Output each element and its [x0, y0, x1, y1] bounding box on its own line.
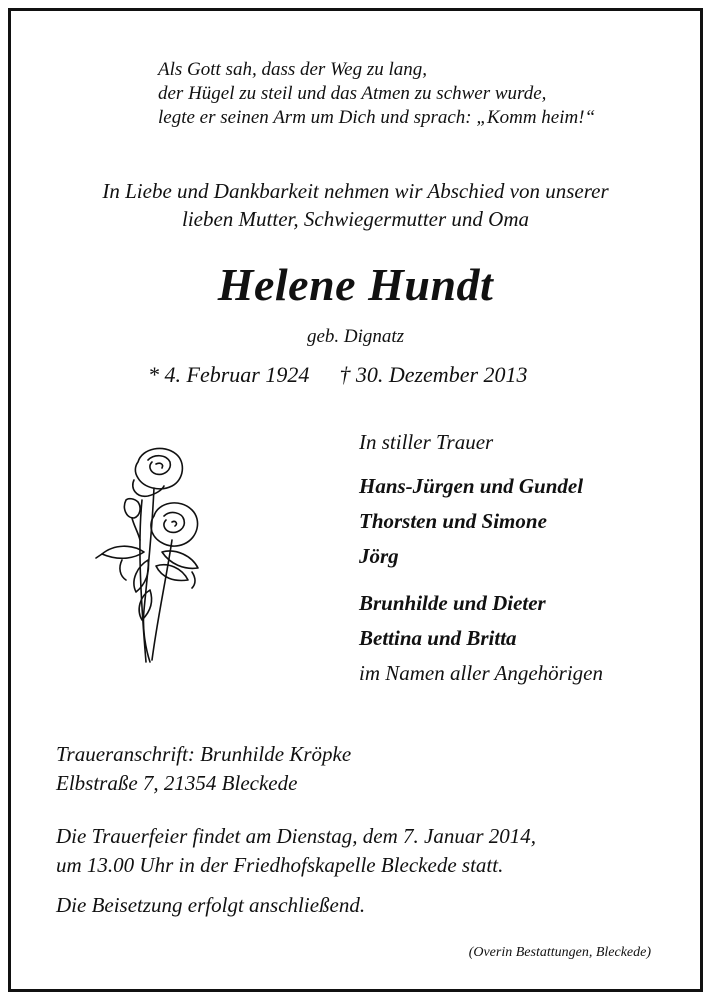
mourner-name: Brunhilde und Dieter — [359, 591, 546, 615]
address-line: Elbstraße 7, 21354 Bleckede — [56, 771, 298, 795]
mourner-name: Hans-Jürgen und Gundel — [359, 474, 584, 498]
mourners-closing: im Namen aller Angehörigen — [359, 661, 604, 685]
mourner-name: Bettina und Britta — [359, 626, 517, 650]
death-date: † 30. Dezember 2013 — [339, 362, 528, 387]
poem — [158, 58, 595, 130]
mourning-address — [56, 740, 351, 798]
intro-line: In Liebe und Dankbarkeit nehmen wir Abschied von unserer — [102, 179, 609, 203]
life-dates — [148, 362, 528, 388]
intro-text — [0, 177, 711, 233]
service-info — [56, 822, 536, 880]
poem-line: der Hügel zu steil und das Atmen zu schwer wurde, — [158, 83, 547, 104]
poem-line: legte er seinen Arm um Dich und sprach: „Komm heim!“ — [158, 107, 596, 128]
birth-name: geb. Dignatz — [306, 326, 405, 347]
mourners-title: In stiller Trauer — [359, 430, 494, 454]
burial-info: Die Beisetzung erfolgt anschließend. — [56, 893, 366, 917]
deceased-name: Helene Hundt — [217, 259, 494, 310]
service-line: Die Trauerfeier findet am Dienstag, dem 7. Januar 2014, — [56, 824, 537, 848]
service-line: um 13.00 Uhr in der Friedhofskapelle Bleckede statt. — [56, 853, 504, 877]
birth-date: * 4. Februar 1924 — [148, 362, 310, 387]
poem-line: Als Gott sah, dass der Weg zu lang, — [158, 59, 428, 80]
address-line: Traueranschrift: Brunhilde Kröpke — [56, 742, 352, 766]
mourner-name: Jörg — [359, 544, 399, 568]
mourner-name: Thorsten und Simone — [359, 509, 547, 533]
intro-line: lieben Mutter, Schwiegermutter und Oma — [181, 207, 530, 231]
undertaker-credit: (Overin Bestattungen, Bleckede) — [468, 945, 651, 960]
rose-icon — [92, 440, 212, 670]
